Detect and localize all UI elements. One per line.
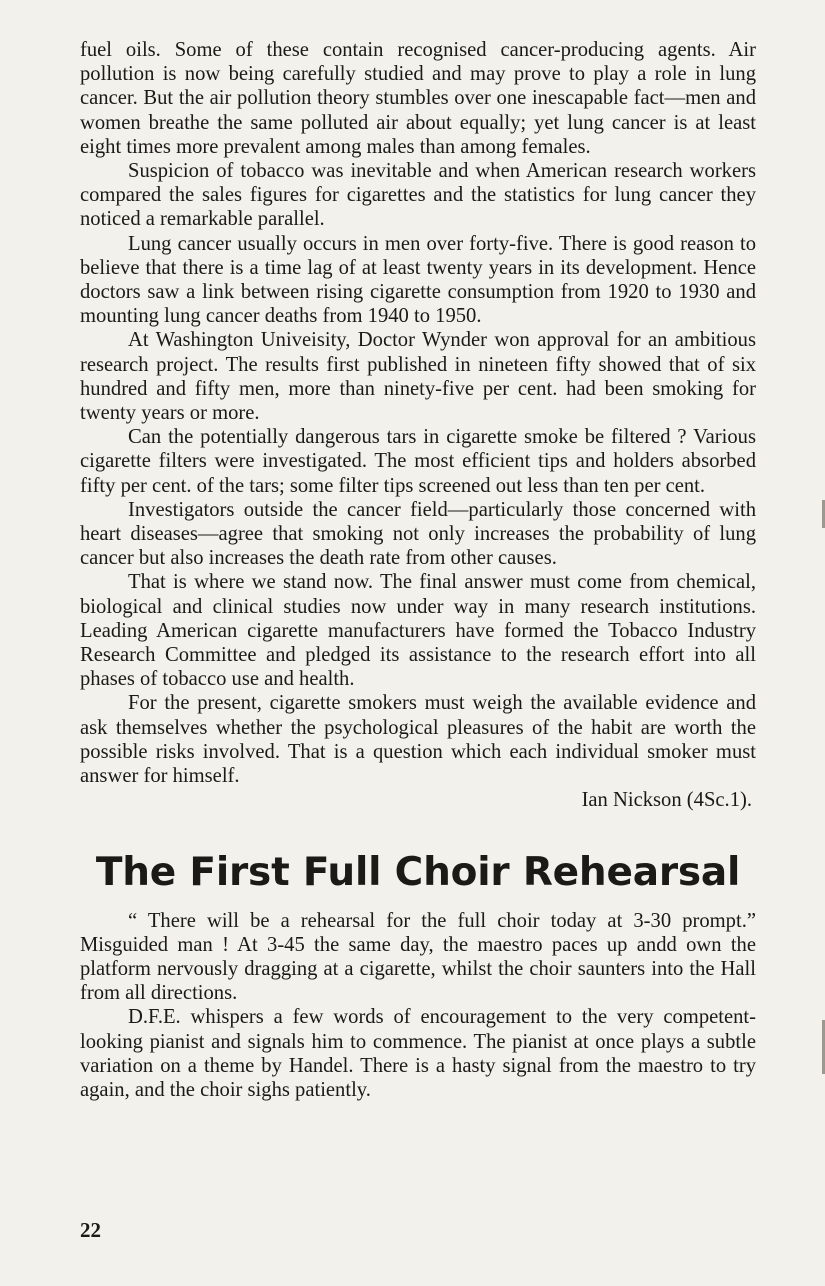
paragraph: “ There will be a rehearsal for the full choir today at 3-30 prompt.” Misguided man ! At 3-45 the same day, the maestro paces up andd own the platform nervously dragging at a cigarette, whilst the choir saunters into the Hall from all directions. [80, 909, 756, 1005]
article-choir-rehearsal [80, 847, 756, 1103]
paragraph: Can the potentially dangerous tars in cigarette smoke be filtered ? Various cigarette filters were investigated. The most efficient tips and holders absorbed fifty per cent. of the tars; some filter tips screened out less than ten per cent. [80, 426, 756, 497]
page-number: 22 [80, 1218, 101, 1242]
paragraph: Lung cancer usually occurs in men over forty-five. There is good reason to believe that there is a time lag of at least twenty years in its development. Hence doctors saw a link between rising cigarette consumption from 1920 to 1930 and mounting lung cancer deaths from 1940 to 1950. [80, 232, 756, 328]
paragraph: fuel oils. Some of these contain recognised cancer-producing agents. Air pollution is now being carefully studied and may prove to play a role in lung cancer. But the air pollution theory stumbles over one inescapable fact—men and women breathe the same polluted air about equally; yet lung cancer is at least eight times more prevalent among males than among females. [80, 39, 756, 158]
paragraph: At Washington Univeisity, Doctor Wynder won approval for an ambitious research project. The results first published in nineteen fifty showed that of six hundred and fifty men, more than ninety-five per cent. had been smoking for twenty years or more. [80, 329, 756, 425]
article-title: The First Full Choir Rehearsal [95, 849, 741, 895]
paragraph: D.F.E. whispers a few words of encouragement to the very competent-looking pianist and signals him to commence. The pianist at once plays a subtle variation on a theme by Handel. There is a hasty signal from the maestro to try again, and the choir sighs patiently. [80, 1006, 756, 1101]
article-smoking-lung-cancer [80, 38, 756, 813]
text-column [80, 38, 756, 1102]
paragraph: For the present, cigarette smokers must weigh the available evidence and ask themselves whether the psychological pleasures of the habit are worth the possible risks involved. That is a question which each individual smoker must answer for himself. [80, 692, 756, 788]
paragraph: That is where we stand now. The final answer must come from chemical, biological and clinical studies now under way in many research institutions. Leading American cigarette manufacturers have formed the Tobacco Industry Research Committee and pledged its assistance to the research effort into all phases of tobacco use and health. [80, 571, 756, 691]
author-signature: Ian Nickson (4Sc.1). [581, 789, 752, 812]
paragraph: Suspicion of tobacco was inevitable and when American research workers compared the sales figures for cigarettes and the statistics for lung cancer they noticed a remarkable parallel. [80, 160, 756, 231]
paragraph: Investigators outside the cancer field—particularly those concerned with heart diseases—agree that smoking not only increases the probability of lung cancer but also increases the death rate from other causes. [80, 498, 756, 570]
